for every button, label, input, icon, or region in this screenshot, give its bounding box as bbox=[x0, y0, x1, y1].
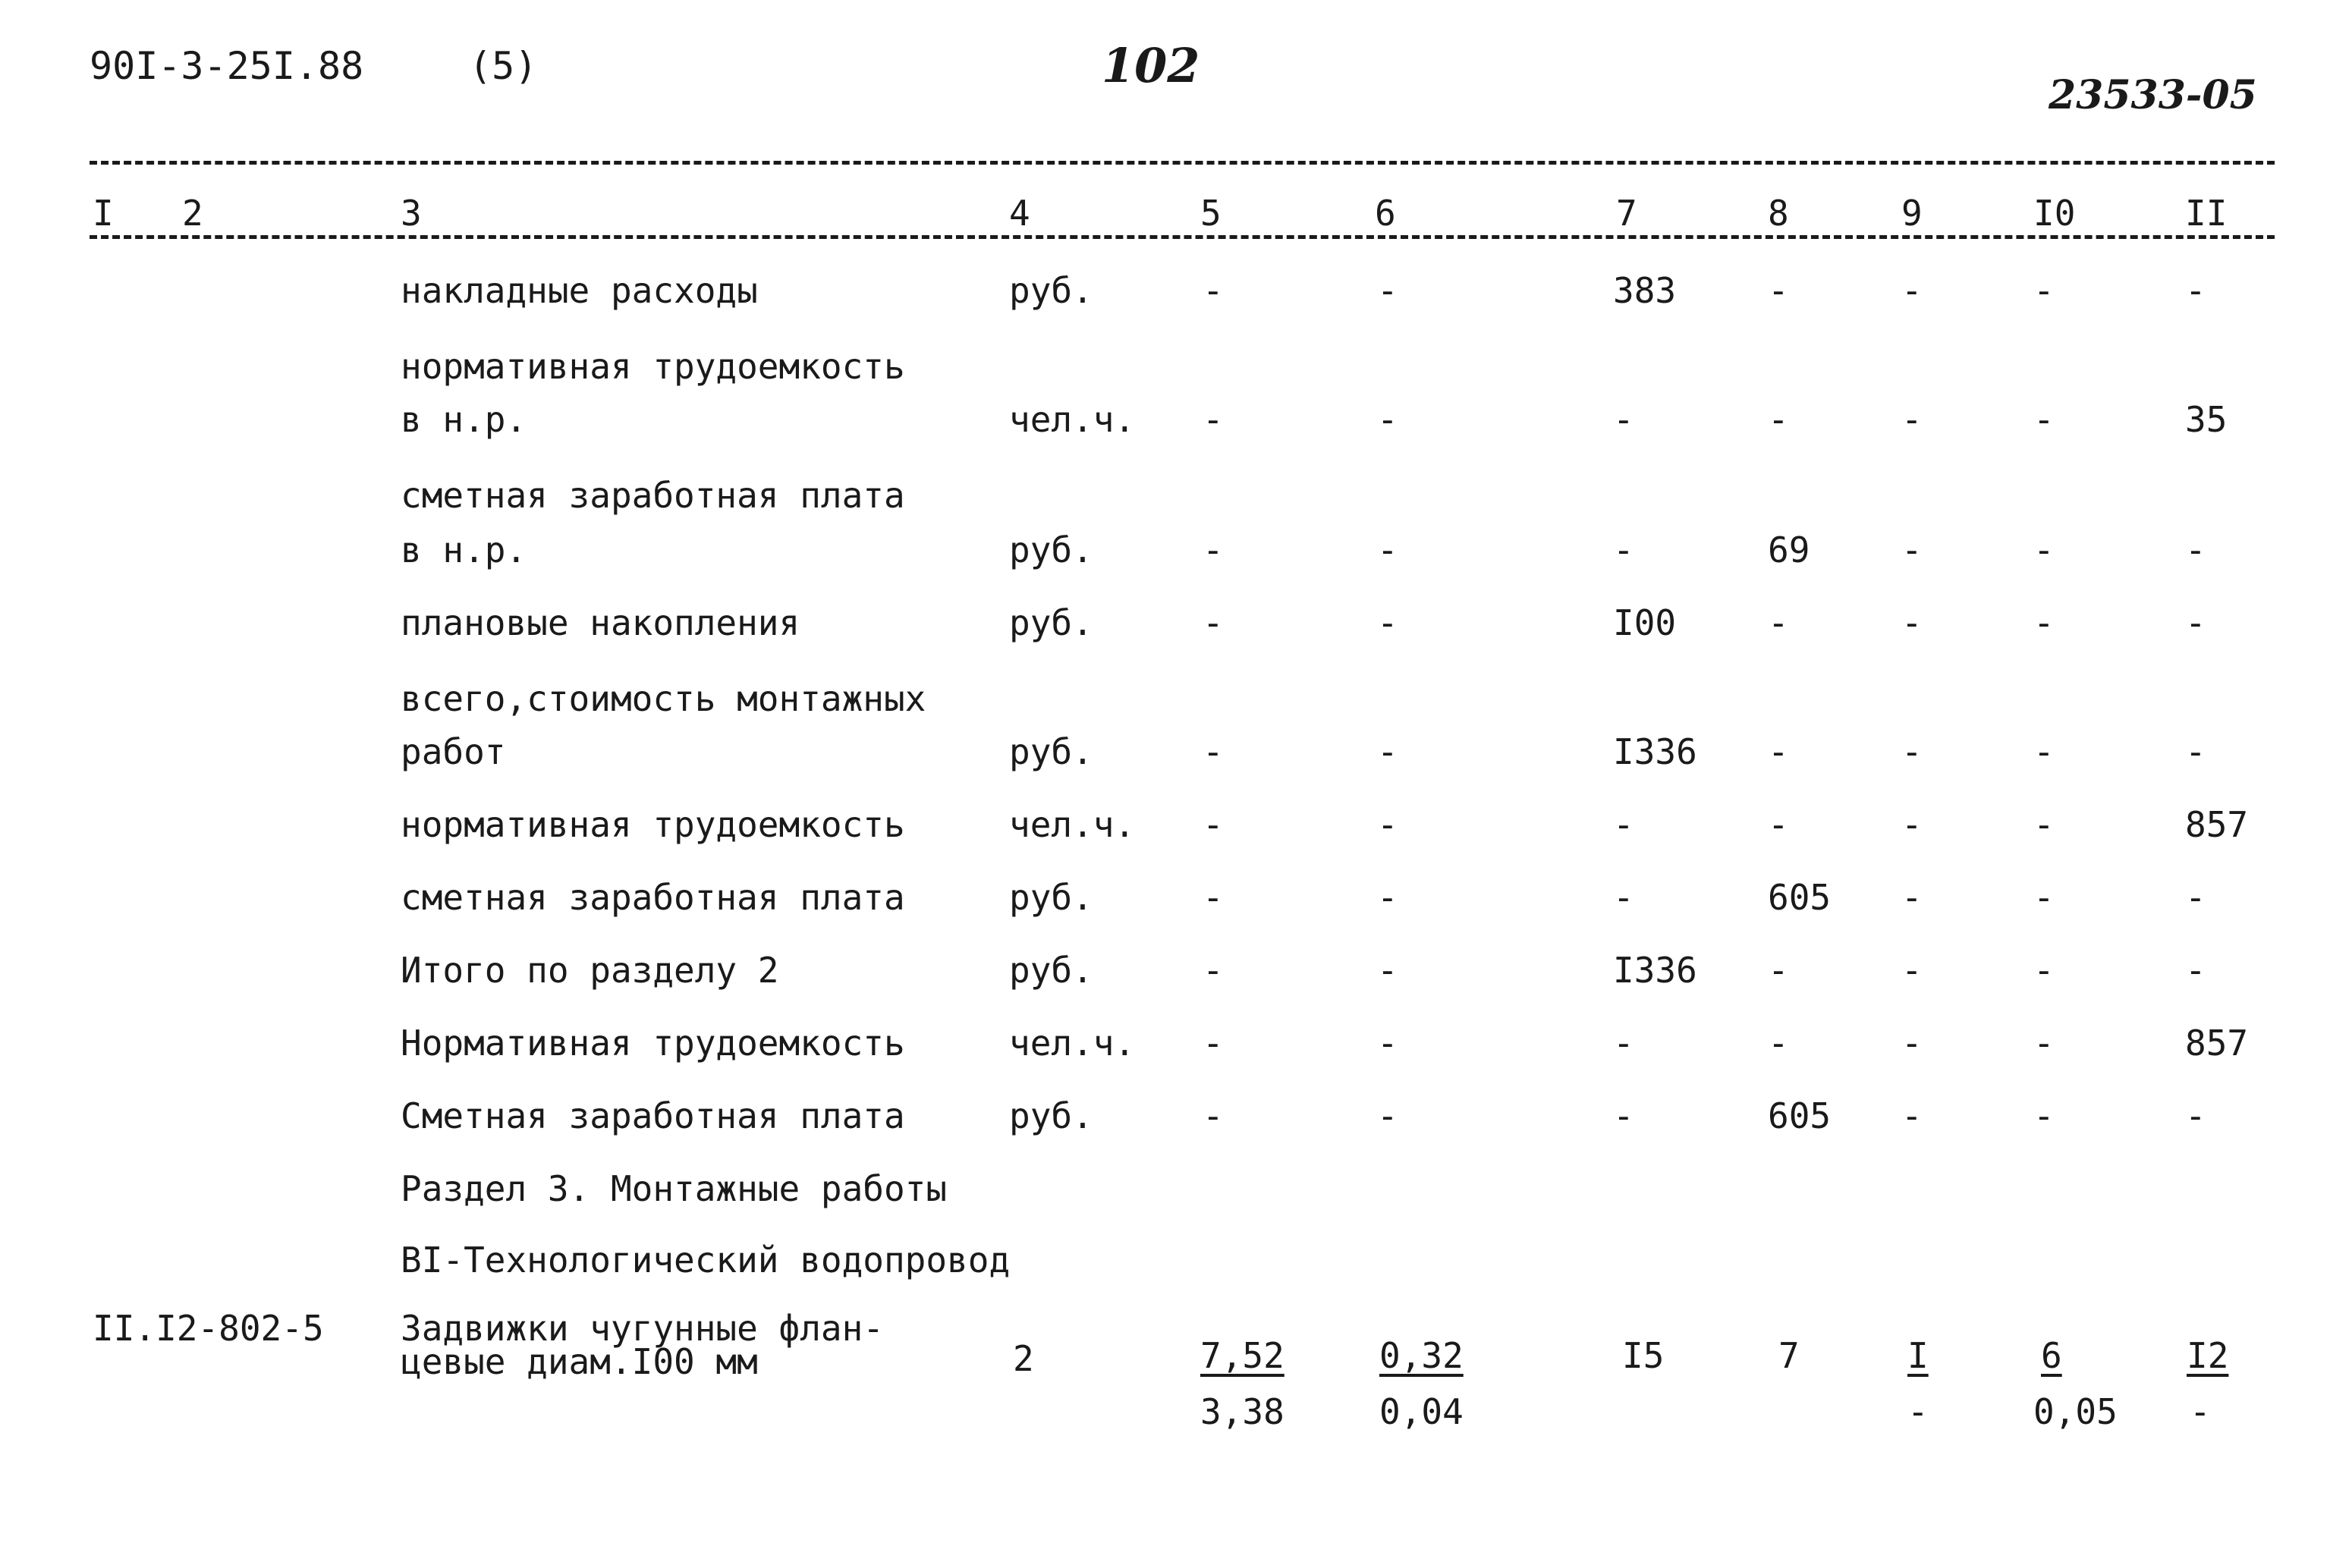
cell-col9: - bbox=[1901, 1095, 1923, 1136]
column-header-1: I bbox=[93, 193, 114, 234]
column-header-9: 9 bbox=[1901, 193, 1923, 234]
column-header-10: I0 bbox=[2033, 193, 2076, 234]
cell-col10: - bbox=[2033, 270, 2055, 311]
cell-col6: - bbox=[1377, 529, 1398, 570]
row-label: всего,стоимость монтажных bbox=[401, 678, 926, 719]
cell-col7: 383 bbox=[1613, 270, 1677, 311]
cell-col6: - bbox=[1377, 1095, 1398, 1136]
cell-col11: - bbox=[2185, 270, 2206, 311]
row-label: Сметная заработная плата bbox=[401, 1095, 905, 1136]
cell-col11: - bbox=[2185, 1095, 2206, 1136]
cell-col7: - bbox=[1613, 877, 1634, 918]
cell-col10: - bbox=[2033, 602, 2055, 643]
cell-col7: I00 bbox=[1613, 602, 1677, 643]
item-col6-top: 0,32 bbox=[1379, 1335, 1464, 1376]
row-label: нормативная трудоемкость bbox=[401, 804, 905, 845]
item-col5-bottom: 3,38 bbox=[1200, 1391, 1284, 1432]
cell-col5: - bbox=[1203, 399, 1224, 440]
unit-cell: чел.ч. bbox=[1009, 804, 1136, 845]
unit-cell: руб. bbox=[1009, 877, 1093, 918]
cell-col6: - bbox=[1377, 950, 1398, 991]
table-header-rule bbox=[90, 235, 2275, 239]
sheet-number: (5) bbox=[469, 44, 538, 88]
cell-col5: - bbox=[1203, 1023, 1224, 1064]
cell-col6: - bbox=[1377, 1023, 1398, 1064]
unit-cell: руб. bbox=[1009, 950, 1093, 991]
cell-col7: - bbox=[1613, 804, 1634, 845]
cell-col10: - bbox=[2033, 1095, 2055, 1136]
row-label: сметная заработная плата bbox=[401, 877, 905, 918]
cell-col8: 69 bbox=[1768, 529, 1810, 570]
unit-cell: руб. bbox=[1009, 270, 1093, 311]
column-header-4: 4 bbox=[1009, 193, 1030, 234]
cell-col7: - bbox=[1613, 399, 1634, 440]
cell-col9: - bbox=[1901, 877, 1923, 918]
cell-col5: - bbox=[1203, 877, 1224, 918]
cell-col6: - bbox=[1377, 270, 1398, 311]
cell-col8: - bbox=[1768, 731, 1789, 772]
row-label: в н.р. bbox=[401, 399, 527, 440]
cell-col10: - bbox=[2033, 529, 2055, 570]
item-code: II.I2-802-5 bbox=[93, 1308, 324, 1349]
row-label: плановые накопления bbox=[401, 602, 800, 643]
cell-col7: I336 bbox=[1613, 731, 1697, 772]
cell-col8: - bbox=[1768, 804, 1789, 845]
cell-col8: 605 bbox=[1768, 1095, 1832, 1136]
cell-col9: - bbox=[1901, 270, 1923, 311]
section-title: Раздел 3. Монтажные работы bbox=[401, 1168, 948, 1209]
item-col11-top: I2 bbox=[2187, 1335, 2229, 1376]
cell-col6: - bbox=[1377, 399, 1398, 440]
column-header-11: II bbox=[2185, 193, 2228, 234]
archive-number: 23533-05 bbox=[2049, 72, 2257, 118]
page-number: 102 bbox=[1102, 38, 1200, 93]
cell-col11: 857 bbox=[2185, 1023, 2249, 1064]
unit-cell: чел.ч. bbox=[1009, 1023, 1136, 1064]
cell-col11: 857 bbox=[2185, 804, 2249, 845]
item-col9-top: I bbox=[1907, 1335, 1929, 1376]
cell-col11: - bbox=[2185, 602, 2206, 643]
item-col11-bottom: - bbox=[2190, 1391, 2211, 1432]
cell-col7: - bbox=[1613, 1095, 1634, 1136]
item-col8: 7 bbox=[1778, 1335, 1800, 1376]
unit-cell: чел.ч. bbox=[1009, 399, 1136, 440]
cell-col8: 605 bbox=[1768, 877, 1832, 918]
cell-col10: - bbox=[2033, 804, 2055, 845]
cell-col9: - bbox=[1901, 602, 1923, 643]
row-label: нормативная трудоемкость bbox=[401, 346, 905, 387]
row-label: Нормативная трудоемкость bbox=[401, 1023, 905, 1064]
cell-col5: - bbox=[1203, 270, 1224, 311]
cell-col10: - bbox=[2033, 1023, 2055, 1064]
cell-col8: - bbox=[1768, 602, 1789, 643]
cell-col10: - bbox=[2033, 877, 2055, 918]
cell-col11: - bbox=[2185, 950, 2206, 991]
cell-col5: - bbox=[1203, 950, 1224, 991]
column-header-3: 3 bbox=[401, 193, 422, 234]
row-label: Итого по разделу 2 bbox=[401, 950, 779, 991]
cell-col5: - bbox=[1203, 1095, 1224, 1136]
cell-col5: - bbox=[1203, 602, 1224, 643]
item-name: Задвижки чугунные флан- bbox=[401, 1308, 884, 1349]
cell-col10: - bbox=[2033, 731, 2055, 772]
cell-col8: - bbox=[1768, 1023, 1789, 1064]
row-label: сметная заработная плата bbox=[401, 475, 905, 516]
item-col7: I5 bbox=[1622, 1335, 1665, 1376]
cell-col6: - bbox=[1377, 731, 1398, 772]
cell-col11: - bbox=[2185, 877, 2206, 918]
cell-col10: - bbox=[2033, 950, 2055, 991]
cell-col11: - bbox=[2185, 731, 2206, 772]
cell-col6: - bbox=[1377, 804, 1398, 845]
cell-col5: - bbox=[1203, 804, 1224, 845]
cell-col6: - bbox=[1377, 877, 1398, 918]
unit-cell: руб. bbox=[1009, 602, 1093, 643]
cell-col5: - bbox=[1203, 731, 1224, 772]
table-top-rule bbox=[90, 161, 2275, 165]
item-col10-top: 6 bbox=[2041, 1335, 2062, 1376]
column-header-2: 2 bbox=[182, 193, 203, 234]
column-header-5: 5 bbox=[1200, 193, 1222, 234]
row-label: работ bbox=[401, 731, 506, 772]
cell-col8: - bbox=[1768, 270, 1789, 311]
row-label: накладные расходы bbox=[401, 270, 758, 311]
column-header-8: 8 bbox=[1768, 193, 1789, 234]
section-subtitle: BI-Технологический водопровод bbox=[401, 1240, 1011, 1280]
cell-col7: I336 bbox=[1613, 950, 1697, 991]
item-col9-bottom: - bbox=[1907, 1391, 1929, 1432]
cell-col7: - bbox=[1613, 1023, 1634, 1064]
cell-col9: - bbox=[1901, 1023, 1923, 1064]
cell-col9: - bbox=[1901, 950, 1923, 991]
item-col10-bottom: 0,05 bbox=[2033, 1391, 2118, 1432]
cell-col9: - bbox=[1901, 731, 1923, 772]
cell-col6: - bbox=[1377, 602, 1398, 643]
unit-cell: руб. bbox=[1009, 529, 1093, 570]
item-col6-bottom: 0,04 bbox=[1379, 1391, 1464, 1432]
unit-cell: руб. bbox=[1009, 731, 1093, 772]
cell-col7: - bbox=[1613, 529, 1634, 570]
item-col5-top: 7,52 bbox=[1200, 1335, 1284, 1376]
cell-col10: - bbox=[2033, 399, 2055, 440]
cell-col9: - bbox=[1901, 399, 1923, 440]
cell-col9: - bbox=[1901, 804, 1923, 845]
item-quantity: 2 bbox=[1013, 1338, 1034, 1379]
unit-cell: руб. bbox=[1009, 1095, 1093, 1136]
column-header-7: 7 bbox=[1616, 193, 1637, 234]
row-label: в н.р. bbox=[401, 529, 527, 570]
document-code: 90I-3-25I.88 bbox=[90, 44, 364, 88]
item-name: цевые диам.I00 мм bbox=[401, 1341, 758, 1382]
cell-col8: - bbox=[1768, 399, 1789, 440]
cell-col9: - bbox=[1901, 529, 1923, 570]
cell-col8: - bbox=[1768, 950, 1789, 991]
cell-col11: 35 bbox=[2185, 399, 2228, 440]
cell-col5: - bbox=[1203, 529, 1224, 570]
cell-col11: - bbox=[2185, 529, 2206, 570]
column-header-6: 6 bbox=[1375, 193, 1396, 234]
